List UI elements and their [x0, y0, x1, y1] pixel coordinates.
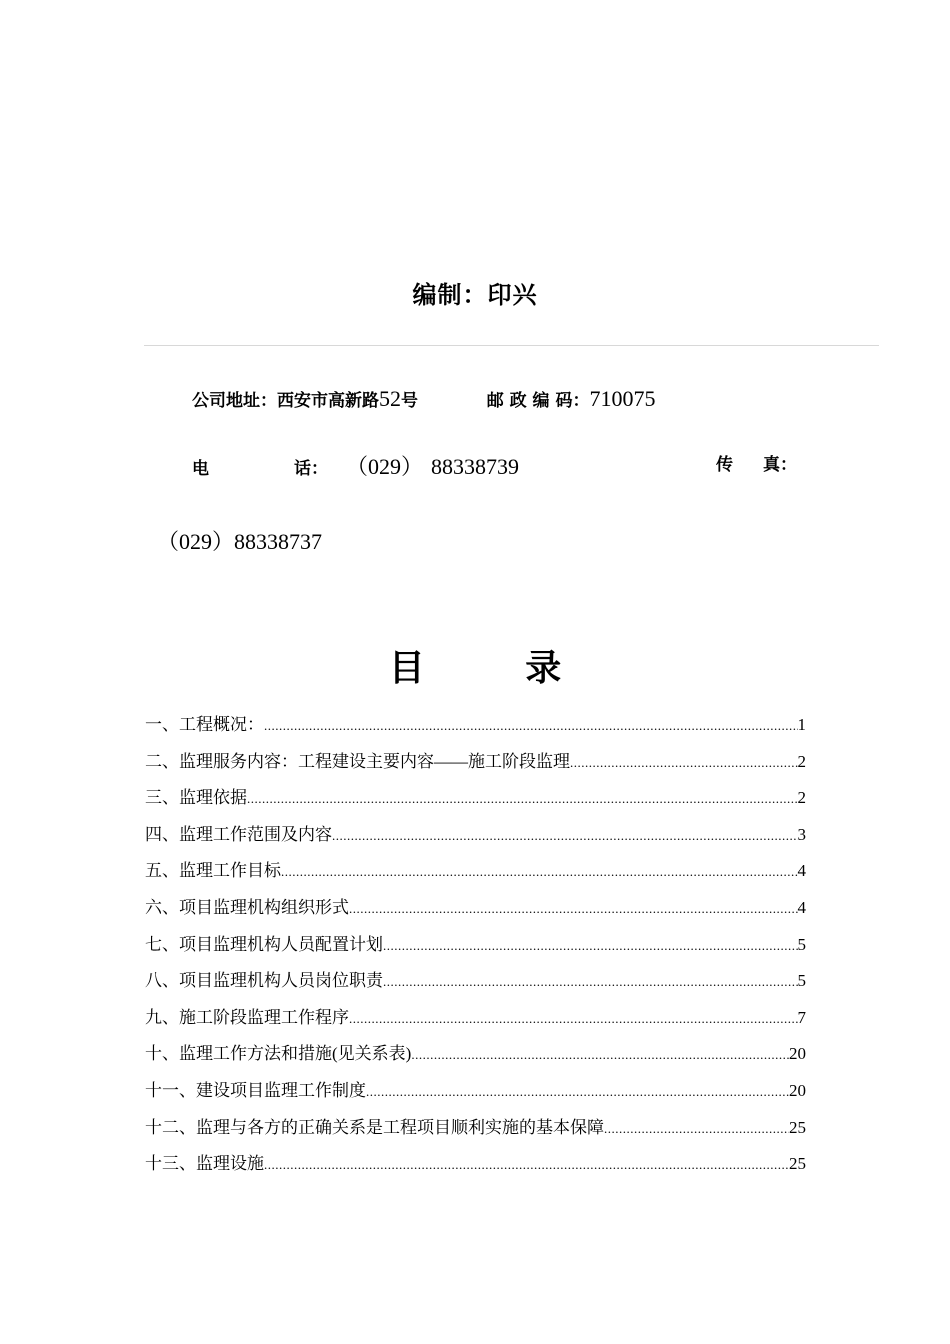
toc-entry-text: 八、项目监理机构人员岗位职责: [145, 971, 383, 991]
toc-leader-dots: [383, 931, 798, 961]
toc-entry[interactable]: [145, 1003, 806, 1040]
toc-entry[interactable]: [145, 820, 806, 857]
phone-number: 88338739: [431, 454, 520, 479]
toc-page-number: 5: [797, 934, 806, 954]
table-of-contents: [145, 710, 806, 1186]
toc-entry-text: 十、监理工作方法和措施(见关系表): [145, 1044, 412, 1064]
toc-page-number: 1: [797, 715, 806, 734]
toc-page-number: 20: [789, 1044, 806, 1064]
toc-page-number: 25: [789, 1117, 806, 1137]
toc-leader-dots: [349, 894, 798, 924]
address-label: 公司地址：: [192, 391, 277, 411]
toc-entry[interactable]: [145, 966, 806, 1003]
toc-leader-dots: [570, 748, 798, 778]
fax-value: （029）88338737: [157, 529, 323, 554]
toc-leader-dots: [383, 967, 798, 997]
phone-label-1: 电: [192, 459, 209, 479]
toc-entry-text: 四、监理工作范围及内容: [145, 824, 332, 844]
postcode-value: 710075: [589, 386, 656, 411]
toc-entry[interactable]: [145, 1113, 806, 1150]
toc-entry[interactable]: [145, 1076, 806, 1113]
toc-entry-text: 九、施工阶段监理工作程序: [145, 1007, 349, 1027]
toc-entry-text: 一、工程概况：: [145, 715, 264, 734]
toc-entry[interactable]: [145, 856, 806, 893]
fax-label-1: 传: [716, 455, 733, 475]
toc-entry[interactable]: [145, 893, 806, 930]
toc-leader-dots: [264, 711, 798, 741]
toc-title: 目 录: [388, 648, 606, 689]
toc-entry-text: 二、监理服务内容：工程建设主要内容——施工阶段监理: [145, 751, 570, 771]
toc-entry[interactable]: [145, 930, 806, 967]
toc-entry-text: 六、项目监理机构组织形式: [145, 897, 349, 917]
toc-page-number: 4: [797, 897, 806, 917]
postcode-label: 邮 政 编 码：: [486, 391, 590, 411]
toc-leader-dots: [604, 1114, 789, 1144]
divider: [144, 345, 879, 346]
toc-leader-dots: [264, 1150, 789, 1180]
toc-leader-dots: [281, 857, 798, 887]
toc-leader-dots: [366, 1077, 789, 1107]
toc-entry-text: 三、监理依据: [145, 788, 247, 808]
toc-page-number: 4: [797, 861, 806, 881]
toc-entry[interactable]: [145, 783, 806, 820]
toc-entry[interactable]: [145, 747, 806, 784]
toc-page-number: 2: [797, 788, 806, 808]
toc-leader-dots: [411, 1040, 789, 1070]
toc-entry-text: 十二、监理与各方的正确关系是工程项目顺利实施的基本保障: [145, 1117, 604, 1137]
address-row: [192, 386, 655, 412]
toc-leader-dots: [349, 1004, 798, 1034]
fax-label-2: 真：: [763, 455, 797, 475]
toc-entry-text: 五、监理工作目标: [145, 861, 281, 881]
toc-leader-dots: [247, 784, 798, 814]
toc-page-number: 3: [797, 824, 806, 844]
toc-page-number: 5: [797, 971, 806, 991]
toc-entry[interactable]: [145, 710, 806, 747]
toc-entry[interactable]: [145, 1149, 806, 1186]
toc-page-number: 2: [797, 751, 806, 771]
phone-row: [192, 450, 797, 481]
phone-label-2: 话：: [294, 459, 328, 479]
toc-entry-text: 十一、建设项目监理工作制度: [145, 1080, 366, 1100]
toc-entry-text: 十三、监理设施: [145, 1154, 264, 1174]
compiler-line: 编制：印兴: [412, 281, 538, 309]
toc-leader-dots: [332, 821, 798, 851]
toc-page-number: 7: [797, 1007, 806, 1027]
toc-page-number: 20: [789, 1080, 806, 1100]
phone-area: （029）: [346, 454, 424, 479]
toc-entry[interactable]: [145, 1039, 806, 1076]
address-value: 西安市高新路: [277, 391, 379, 411]
toc-page-number: 25: [789, 1154, 806, 1174]
toc-entry-text: 七、项目监理机构人员配置计划: [145, 934, 383, 954]
address-number: 52: [379, 386, 401, 411]
address-suffix: 号: [401, 391, 418, 411]
